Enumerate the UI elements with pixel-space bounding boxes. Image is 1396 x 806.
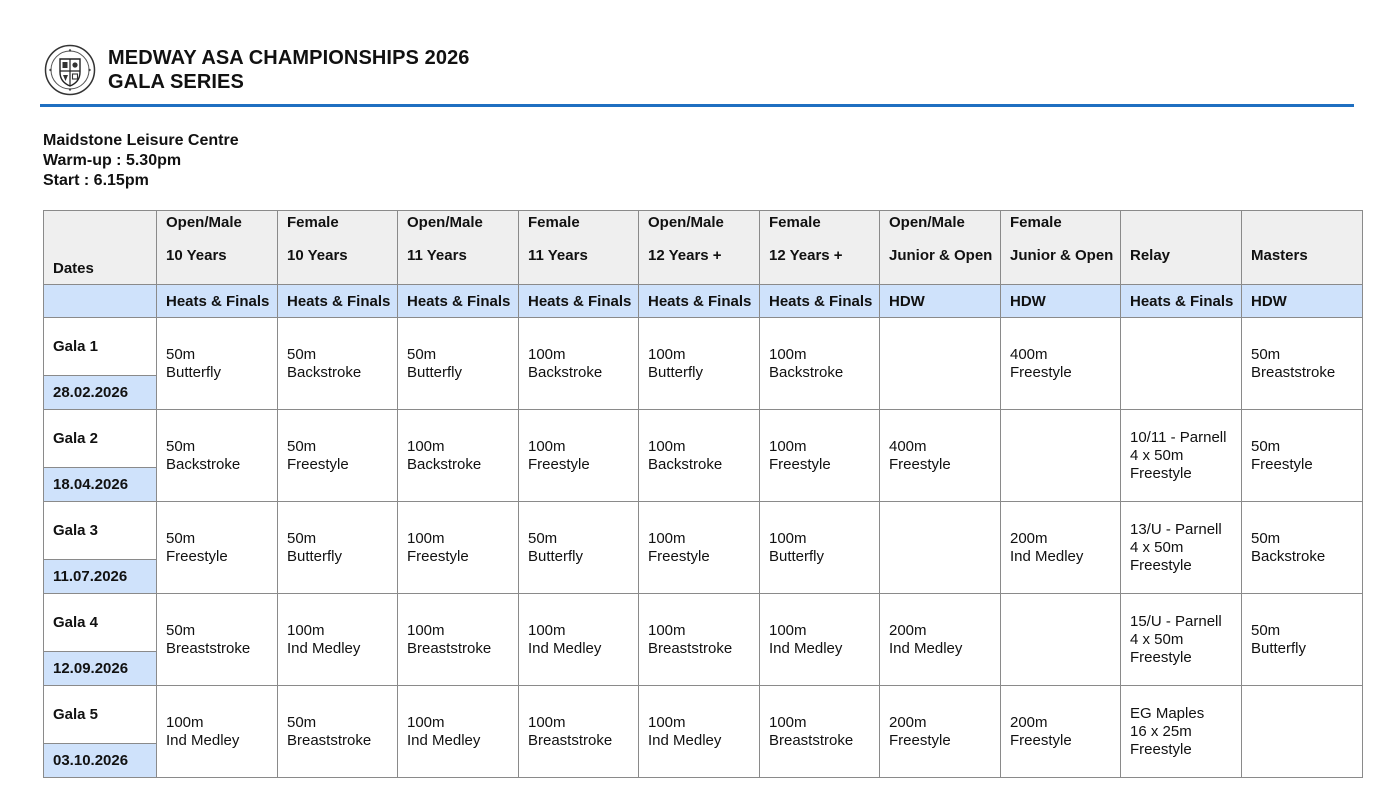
- event-cell: [639, 686, 760, 778]
- event-cell: [519, 410, 639, 502]
- event-cell: [1121, 502, 1242, 594]
- event-line: 13/U - Parnell: [1130, 520, 1222, 538]
- event-line: 100m: [769, 345, 807, 363]
- event-line: Freestyle: [889, 731, 951, 749]
- event-line: 100m: [648, 529, 686, 547]
- event-line: 50m: [166, 529, 196, 547]
- event-line: 50m: [407, 345, 437, 363]
- event-line: 100m: [407, 529, 445, 547]
- event-cell: [278, 686, 398, 778]
- club-crest-icon: [44, 44, 96, 96]
- event-cell: [639, 318, 760, 410]
- event-cell: [519, 594, 639, 686]
- format-cell: Heats & Finals: [1121, 285, 1242, 318]
- event-line: 100m: [769, 621, 807, 639]
- event-line: Freestyle: [1130, 740, 1192, 758]
- event-cell: [760, 686, 880, 778]
- event-cell: [1242, 410, 1363, 502]
- event-cell: [760, 594, 880, 686]
- format-cell-empty: [44, 285, 157, 318]
- event-cell: [639, 502, 760, 594]
- format-cell: Heats & Finals: [278, 285, 398, 318]
- event-cell: [157, 502, 278, 594]
- event-line: 100m: [528, 621, 566, 639]
- category-line2: Masters: [1251, 247, 1308, 264]
- format-cell: HDW: [1242, 285, 1363, 318]
- dates-header: Dates: [44, 211, 157, 285]
- event-line: 15/U - Parnell: [1130, 612, 1222, 630]
- event-line: 100m: [287, 621, 325, 639]
- category-line1: Female: [528, 214, 580, 231]
- category-line2: 11 Years: [407, 247, 467, 264]
- format-cell: Heats & Finals: [760, 285, 880, 318]
- category-line1: Female: [769, 214, 821, 231]
- page-title: MEDWAY ASA CHAMPIONSHIPS 2026: [108, 47, 470, 69]
- gala-date: 11.07.2026: [44, 560, 156, 593]
- event-line: Ind Medley: [769, 639, 843, 657]
- event-line: Freestyle: [1010, 363, 1072, 381]
- event-cell: [519, 318, 639, 410]
- event-line: Breaststroke: [407, 639, 492, 657]
- event-line: 50m: [287, 437, 317, 455]
- category-header-3: [519, 211, 639, 285]
- event-line: 100m: [769, 529, 807, 547]
- event-line: 100m: [648, 437, 686, 455]
- event-line: 50m: [1251, 437, 1281, 455]
- event-line: 50m: [1251, 621, 1281, 639]
- gala-cell: [44, 594, 157, 686]
- event-line: Backstroke: [1251, 547, 1326, 565]
- format-cell: HDW: [880, 285, 1001, 318]
- event-cell: [519, 502, 639, 594]
- event-line: 200m: [889, 621, 927, 639]
- category-line1: Female: [1010, 214, 1062, 231]
- event-line: Butterfly: [528, 547, 584, 565]
- event-cell: [880, 686, 1001, 778]
- title-block: [108, 46, 470, 94]
- header-divider: [40, 104, 1354, 107]
- gala-name: Gala 1: [44, 318, 156, 376]
- warmup-time: Warm-up : 5.30pm: [43, 152, 182, 169]
- category-header-4: [639, 211, 760, 285]
- event-cell: [880, 410, 1001, 502]
- event-cell: [398, 594, 519, 686]
- venue-name: Maidstone Leisure Centre: [43, 132, 239, 149]
- event-line: Freestyle: [1251, 455, 1313, 473]
- event-line: Freestyle: [1010, 731, 1072, 749]
- category-line1: Open/Male: [889, 214, 965, 231]
- event-cell: [157, 410, 278, 502]
- event-line: Butterfly: [1251, 639, 1307, 657]
- start-time: Start : 6.15pm: [43, 172, 149, 189]
- category-header-2: [398, 211, 519, 285]
- event-line: Butterfly: [648, 363, 704, 381]
- event-cell: [1242, 318, 1363, 410]
- category-header-8: [1121, 211, 1242, 285]
- event-line: 400m: [889, 437, 927, 455]
- event-cell: [1121, 410, 1242, 502]
- table-row: [44, 686, 1363, 778]
- event-line: 16 x 25m: [1130, 722, 1192, 740]
- event-line: Backstroke: [166, 455, 241, 473]
- event-line: 100m: [648, 345, 686, 363]
- gala-date: 03.10.2026: [44, 744, 156, 777]
- event-line: Ind Medley: [648, 731, 722, 749]
- event-line: Breaststroke: [287, 731, 372, 749]
- event-cell: [1121, 318, 1242, 410]
- event-line: Ind Medley: [889, 639, 963, 657]
- event-cell: [278, 502, 398, 594]
- event-cell: [519, 686, 639, 778]
- table-row: [44, 410, 1363, 502]
- event-cell: [880, 502, 1001, 594]
- format-cell: Heats & Finals: [639, 285, 760, 318]
- event-line: 200m: [1010, 529, 1048, 547]
- gala-name: Gala 2: [44, 410, 156, 468]
- event-line: Ind Medley: [166, 731, 240, 749]
- event-line: 100m: [528, 345, 566, 363]
- event-line: 100m: [648, 713, 686, 731]
- event-cell: [157, 594, 278, 686]
- event-cell: [880, 318, 1001, 410]
- event-line: 10/11 - Parnell: [1130, 428, 1227, 446]
- event-line: 100m: [407, 621, 445, 639]
- event-line: 400m: [1010, 345, 1048, 363]
- table-row: [44, 502, 1363, 594]
- event-cell: [760, 502, 880, 594]
- category-line2: 10 Years: [166, 247, 227, 264]
- event-line: Freestyle: [1130, 464, 1192, 482]
- event-cell: [1121, 686, 1242, 778]
- event-cell: [639, 594, 760, 686]
- event-line: 50m: [166, 621, 196, 639]
- gala-date: 18.04.2026: [44, 468, 156, 501]
- event-line: Backstroke: [648, 455, 723, 473]
- event-line: Backstroke: [528, 363, 603, 381]
- event-line: 100m: [407, 713, 445, 731]
- event-line: 100m: [528, 437, 566, 455]
- event-line: 50m: [287, 529, 317, 547]
- table-row: [44, 594, 1363, 686]
- event-line: 50m: [528, 529, 558, 547]
- event-line: 200m: [889, 713, 927, 731]
- event-cell: [1001, 686, 1121, 778]
- event-line: Freestyle: [287, 455, 349, 473]
- event-line: Freestyle: [648, 547, 710, 565]
- event-cell: [1242, 594, 1363, 686]
- category-line2: 12 Years +: [769, 247, 843, 264]
- event-line: 4 x 50m: [1130, 446, 1184, 464]
- event-line: 100m: [528, 713, 566, 731]
- event-line: Freestyle: [166, 547, 228, 565]
- event-line: Butterfly: [769, 547, 825, 565]
- event-line: 100m: [166, 713, 204, 731]
- event-line: Breaststroke: [528, 731, 613, 749]
- page-header: [44, 42, 470, 98]
- gala-name: Gala 3: [44, 502, 156, 560]
- format-cell: Heats & Finals: [519, 285, 639, 318]
- venue-info: [43, 131, 239, 191]
- gala-schedule-table: [43, 210, 1363, 778]
- category-line2: 11 Years: [528, 247, 588, 264]
- event-line: Freestyle: [407, 547, 469, 565]
- event-line: 100m: [769, 713, 807, 731]
- event-line: Ind Medley: [407, 731, 481, 749]
- event-line: 50m: [287, 345, 317, 363]
- format-cell: Heats & Finals: [157, 285, 278, 318]
- category-line1: Female: [287, 214, 339, 231]
- category-line1: Open/Male: [407, 214, 483, 231]
- event-cell: [398, 318, 519, 410]
- category-line1: Open/Male: [648, 214, 724, 231]
- gala-cell: [44, 410, 157, 502]
- event-line: Breaststroke: [1251, 363, 1336, 381]
- category-header-5: [760, 211, 880, 285]
- event-cell: [880, 594, 1001, 686]
- event-line: Freestyle: [528, 455, 590, 473]
- format-cell: HDW: [1001, 285, 1121, 318]
- event-line: Backstroke: [769, 363, 844, 381]
- event-cell: [760, 318, 880, 410]
- category-header-1: [278, 211, 398, 285]
- event-line: Ind Medley: [1010, 547, 1084, 565]
- event-line: 50m: [166, 345, 196, 363]
- event-cell: [1001, 410, 1121, 502]
- event-cell: [278, 410, 398, 502]
- event-cell: [1001, 594, 1121, 686]
- event-line: 50m: [287, 713, 317, 731]
- category-header-7: [1001, 211, 1121, 285]
- category-line2: 10 Years: [287, 247, 348, 264]
- event-line: Freestyle: [769, 455, 831, 473]
- event-cell: [1121, 594, 1242, 686]
- gala-name: Gala 4: [44, 594, 156, 652]
- event-line: Ind Medley: [528, 639, 602, 657]
- category-line2: Relay: [1130, 247, 1171, 264]
- event-cell: [398, 502, 519, 594]
- event-line: Butterfly: [407, 363, 463, 381]
- category-header-row: [44, 211, 1363, 285]
- category-header-9: [1242, 211, 1363, 285]
- event-line: Freestyle: [1130, 648, 1192, 666]
- event-line: Backstroke: [287, 363, 362, 381]
- category-header-0: [157, 211, 278, 285]
- event-cell: [157, 318, 278, 410]
- category-header-6: [880, 211, 1001, 285]
- event-line: Butterfly: [166, 363, 222, 381]
- event-cell: [1001, 318, 1121, 410]
- event-cell: [398, 410, 519, 502]
- format-row: [44, 285, 1363, 318]
- event-line: EG Maples: [1130, 704, 1205, 722]
- category-line2: Junior & Open: [889, 247, 993, 264]
- event-line: 50m: [1251, 529, 1281, 547]
- event-line: 4 x 50m: [1130, 538, 1184, 556]
- event-cell: [1242, 502, 1363, 594]
- event-line: Butterfly: [287, 547, 343, 565]
- category-line2: Junior & Open: [1010, 247, 1114, 264]
- event-cell: [278, 318, 398, 410]
- gala-date: 28.02.2026: [44, 376, 156, 409]
- event-line: Backstroke: [407, 455, 482, 473]
- event-cell: [639, 410, 760, 502]
- gala-cell: [44, 502, 157, 594]
- category-line1: Open/Male: [166, 214, 242, 231]
- event-cell: [278, 594, 398, 686]
- event-cell: [157, 686, 278, 778]
- gala-cell: [44, 318, 157, 410]
- table-row: [44, 318, 1363, 410]
- gala-date: 12.09.2026: [44, 652, 156, 685]
- event-line: 200m: [1010, 713, 1048, 731]
- gala-cell: [44, 686, 157, 778]
- event-cell: [1242, 686, 1363, 778]
- page-subtitle: GALA SERIES: [108, 71, 244, 93]
- event-line: Freestyle: [1130, 556, 1192, 574]
- event-line: Breaststroke: [648, 639, 733, 657]
- event-cell: [1001, 502, 1121, 594]
- event-line: Ind Medley: [287, 639, 361, 657]
- event-line: 4 x 50m: [1130, 630, 1184, 648]
- event-cell: [760, 410, 880, 502]
- event-line: 100m: [648, 621, 686, 639]
- event-line: 100m: [769, 437, 807, 455]
- category-line2: 12 Years +: [648, 247, 722, 264]
- format-cell: Heats & Finals: [398, 285, 519, 318]
- event-line: Freestyle: [889, 455, 951, 473]
- event-line: Breaststroke: [166, 639, 251, 657]
- event-cell: [398, 686, 519, 778]
- event-line: Breaststroke: [769, 731, 854, 749]
- event-line: 50m: [166, 437, 196, 455]
- event-line: 100m: [407, 437, 445, 455]
- event-line: 50m: [1251, 345, 1281, 363]
- gala-name: Gala 5: [44, 686, 156, 744]
